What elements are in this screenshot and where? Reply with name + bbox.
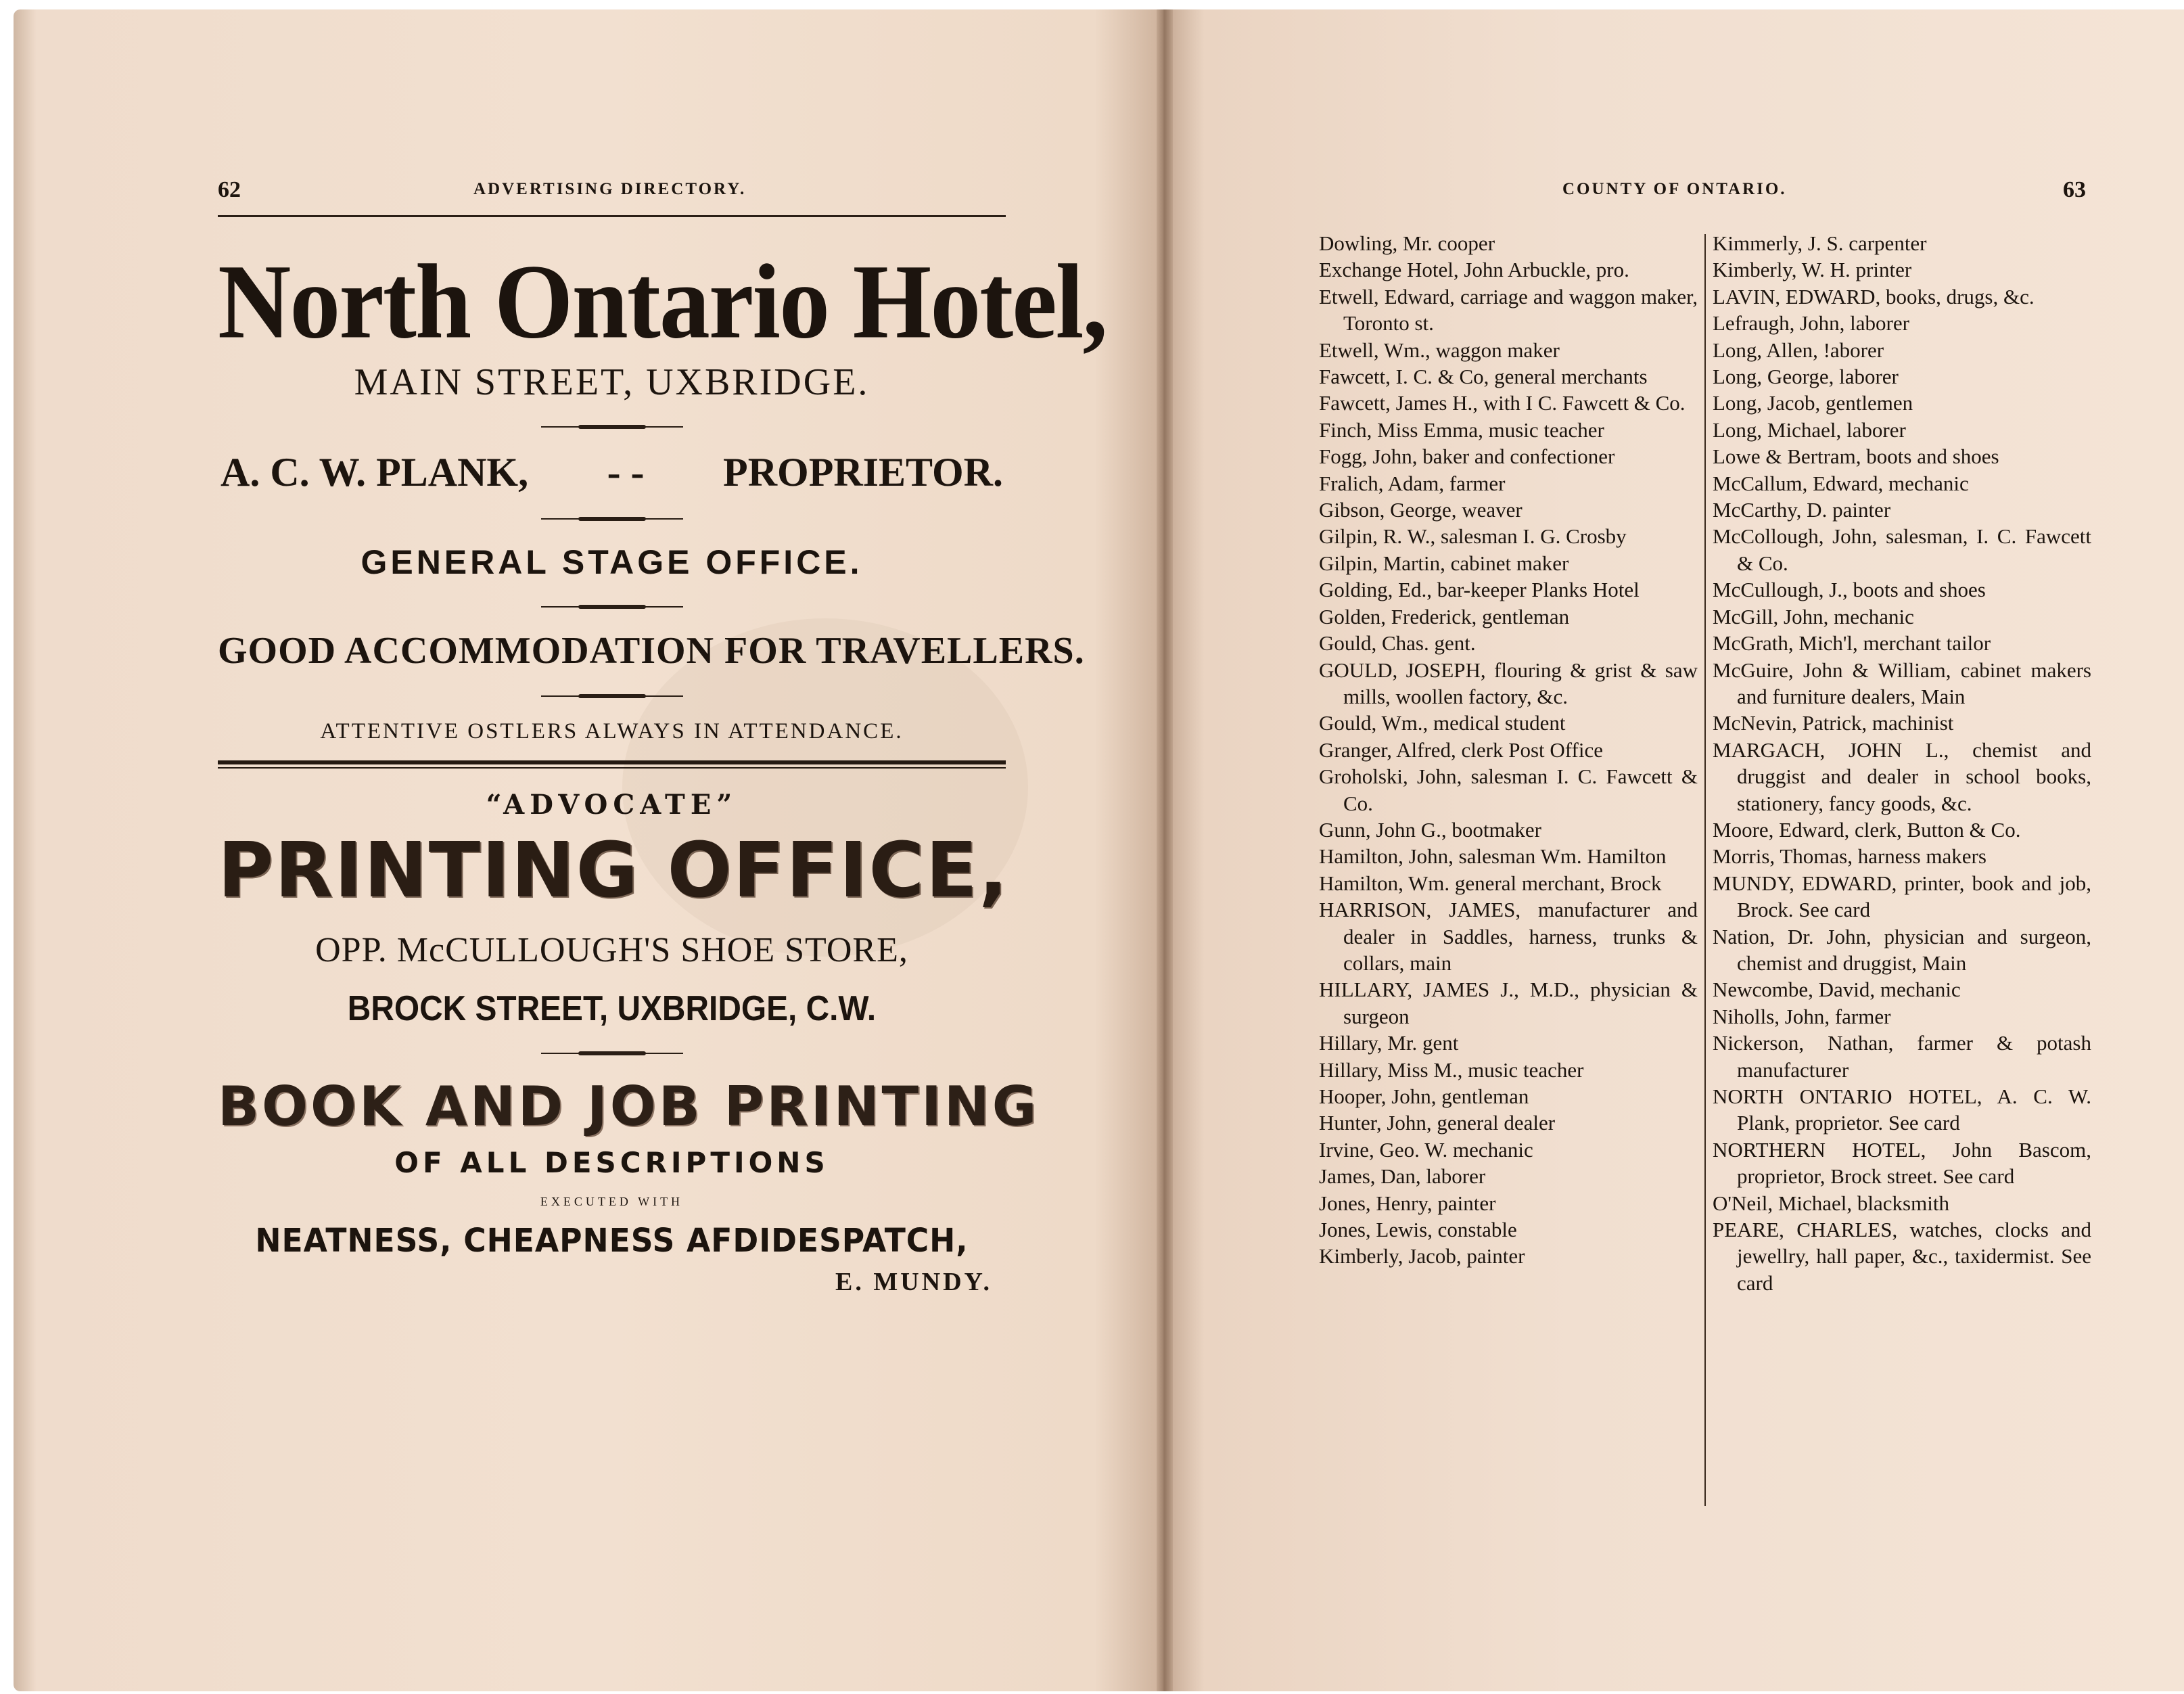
right-page-number: 63 xyxy=(2063,177,2086,202)
advertisement-block xyxy=(218,223,1107,1300)
opposite-line: OPP. McCULLOUGH'S SHOE STORE, xyxy=(315,931,908,969)
directory-entry: Newcombe, David, mechanic xyxy=(1713,978,1961,1002)
directory-entry: O'Neil, Michael, blacksmith xyxy=(1713,1191,1949,1215)
proprietor-label: PROPRIETOR. xyxy=(723,450,1003,495)
directory-entry: Long, Jacob, gentlemen xyxy=(1713,391,1913,415)
directory-entry: Long, Michael, laborer xyxy=(1713,417,1906,442)
directory-entry: Long, Allen, !aborer xyxy=(1713,338,1884,362)
proprietor-line xyxy=(218,447,1006,498)
directory-entry: Gould, Chas. gent. xyxy=(1319,631,1476,656)
directory-entry: Kimmerly, J. S. carpenter xyxy=(1713,231,1927,255)
left-page-number: 62 xyxy=(218,177,241,202)
directory-entry: McGuire, John & William, cabinet makers and furniture dealers, Main xyxy=(1713,658,2091,708)
directory-entry: McCullough, J., boots and shoes xyxy=(1713,578,1986,602)
directory-entry: Lowe & Bertram, boots and shoes xyxy=(1713,444,1999,469)
address-line: BROCK STREET, UXBRIDGE, C.W. xyxy=(347,989,877,1028)
directory-entry: Gilpin, R. W., salesman I. G. Crosby xyxy=(1319,524,1627,549)
directory-entry: Morris, Thomas, harness makers xyxy=(1713,844,1986,869)
directory-entry: GOULD, JOSEPH, flouring & grist & saw mills, woollen factory, &c. xyxy=(1319,658,1698,708)
directory-entry: Hunter, John, general dealer xyxy=(1319,1111,1556,1135)
printer-signature: E. MUNDY. xyxy=(835,1268,992,1296)
descriptions-line: OF ALL DESCRIPTIONS xyxy=(394,1146,829,1179)
proprietor-dashes: - - xyxy=(607,450,645,495)
directory-entry: Jones, Henry, painter xyxy=(1319,1191,1496,1215)
book-gutter xyxy=(1157,9,1173,1691)
directory-entry: LAVIN, EDWARD, books, drugs, &c. xyxy=(1713,284,2035,308)
directory-entry: NORTH ONTARIO HOTEL, A. C. W. Plank, proprietor. See card xyxy=(1713,1084,2091,1135)
ornament-rule xyxy=(541,694,683,698)
stage-office: GENERAL STAGE OFFICE. xyxy=(361,543,863,581)
ornament-rule xyxy=(541,425,683,429)
directory-entry: Kimberly, Jacob, painter xyxy=(1319,1244,1525,1268)
directory-entry: Dowling, Mr. cooper xyxy=(1319,231,1495,255)
accommodation-line: GOOD ACCOMMODATION FOR TRAVELLERS. xyxy=(218,630,1085,672)
directory-entry: Lefraugh, John, laborer xyxy=(1713,311,1909,336)
ornament-rule xyxy=(541,605,683,609)
ornament-rule xyxy=(541,1051,683,1055)
directory-entry: McGrath, Mich'l, merchant tailor xyxy=(1713,631,1991,656)
directory-entry: Fralich, Adam, farmer xyxy=(1319,471,1506,495)
directory-entry: PEARE, CHARLES, watches, clocks and jewellry, hall paper, &c., taxidermist. See card xyxy=(1713,1218,2091,1295)
book-job-printing: BOOK AND JOB PRINTING xyxy=(218,1075,1040,1138)
directory-entry: Gould, Wm., medical student xyxy=(1319,711,1566,735)
directory-entry: Hamilton, John, salesman Wm. Hamilton xyxy=(1319,844,1667,869)
ornament-rule xyxy=(541,517,683,521)
ostlers-line: ATTENTIVE OSTLERS ALWAYS IN ATTENDANCE. xyxy=(320,719,904,743)
directory-column-1 xyxy=(1319,230,1698,1270)
directory-entry: Kimberly, W. H. printer xyxy=(1713,258,1912,282)
directory-entry: Groholski, John, salesman I. C. Fawcett & Co. xyxy=(1319,764,1698,815)
directory-entry: MARGACH, JOHN L., chemist and druggist and dealer in school books, stationery, fancy goods, &c. xyxy=(1713,737,2091,815)
header-rule xyxy=(218,215,1006,217)
directory-entry: Hooper, John, gentleman xyxy=(1319,1084,1529,1108)
directory-entry: HARRISON, JAMES, manufacturer and dealer in Saddles, harness, trunks & collars, main xyxy=(1319,898,1698,975)
ad-separator xyxy=(218,760,1006,769)
directory-entry: Golding, Ed., bar-keeper Planks Hotel xyxy=(1319,578,1640,602)
advocate-heading: “ADVOCATE” xyxy=(486,789,738,821)
directory-entry: McNevin, Patrick, machinist xyxy=(1713,711,1954,735)
directory-entry: Nation, Dr. John, physician and surgeon, chemist and druggist, Main xyxy=(1713,924,2091,975)
printing-office-title: PRINTING OFFICE, xyxy=(218,827,1009,915)
directory-entry: Nickerson, Nathan, farmer & potash manufacturer xyxy=(1713,1031,2091,1082)
directory-column-2 xyxy=(1713,230,2091,1296)
directory-entry: Finch, Miss Emma, music teacher xyxy=(1319,417,1604,442)
directory-entry: Granger, Alfred, clerk Post Office xyxy=(1319,737,1603,762)
right-running-head: COUNTY OF ONTARIO. xyxy=(1562,180,1787,198)
directory-entry: Long, George, laborer xyxy=(1713,365,1899,389)
directory-entry: HILLARY, JAMES J., M.D., physician & surgeon xyxy=(1319,978,1698,1028)
directory-entry: Etwell, Edward, carriage and waggon maker, Toronto st. xyxy=(1319,284,1698,336)
directory-entry: James, Dan, laborer xyxy=(1319,1164,1486,1189)
directory-entry: Moore, Edward, clerk, Button & Co. xyxy=(1713,817,2021,842)
directory-entry: Niholls, John, farmer xyxy=(1713,1004,1891,1028)
directory-entry: Hamilton, Wm. general merchant, Brock xyxy=(1319,871,1662,895)
qualities-line: NEATNESS, CHEAPNESS AFDIDESPATCH, xyxy=(255,1222,969,1260)
left-running-head: ADVERTISING DIRECTORY. xyxy=(473,180,747,198)
directory-entry: NORTHERN HOTEL, John Bascom, proprietor, Brock street. See card xyxy=(1713,1137,2091,1189)
directory-entry: MUNDY, EDWARD, printer, book and job, Brock. See card xyxy=(1713,871,2091,922)
directory-entry: Hillary, Mr. gent xyxy=(1319,1031,1459,1055)
hotel-title: North Ontario Hotel, xyxy=(218,242,1107,361)
directory-entry: Irvine, Geo. W. mechanic xyxy=(1319,1137,1533,1162)
directory-entry: Fawcett, James H., with I C. Fawcett & Co. xyxy=(1319,391,1686,415)
directory-entry: Fawcett, I. C. & Co, general merchants xyxy=(1319,365,1648,389)
directory-entry: Exchange Hotel, John Arbuckle, pro. xyxy=(1319,258,1629,282)
directory-entry: Gilpin, Martin, cabinet maker xyxy=(1319,551,1569,575)
directory-entry: Golden, Frederick, gentleman xyxy=(1319,604,1570,628)
directory-entry: McGill, John, mechanic xyxy=(1713,604,1914,628)
directory-entry: Hillary, Miss M., music teacher xyxy=(1319,1057,1584,1082)
directory-entry: Jones, Lewis, constable xyxy=(1319,1218,1517,1242)
directory-entry: Etwell, Wm., waggon maker xyxy=(1319,338,1560,362)
directory-entry: Fogg, John, baker and confectioner xyxy=(1319,444,1615,469)
column-divider xyxy=(1704,234,1706,1506)
directory-entry: Gunn, John G., bootmaker xyxy=(1319,817,1541,842)
directory-entry: McCallum, Edward, mechanic xyxy=(1713,471,1969,495)
directory-entry: McCollough, John, salesman, I. C. Fawcett & Co. xyxy=(1713,524,2091,575)
directory-entry: Gibson, George, weaver xyxy=(1319,498,1523,522)
hotel-street: MAIN STREET, UXBRIDGE. xyxy=(354,361,870,403)
proprietor-name: A. C. W. PLANK, xyxy=(220,450,529,495)
directory-entry: McCarthy, D. painter xyxy=(1713,498,1891,522)
executed-with: EXECUTED WITH xyxy=(540,1195,684,1208)
